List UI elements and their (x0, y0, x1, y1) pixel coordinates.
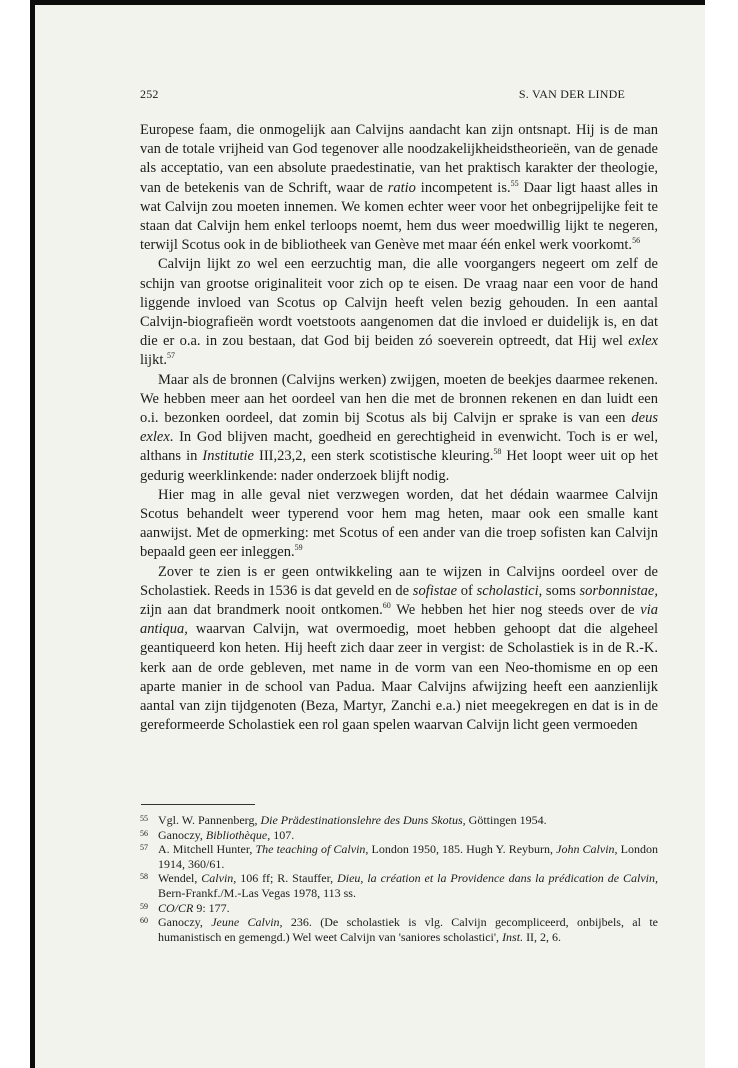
footnote-ref-55: 55 (510, 178, 519, 188)
footnotes (140, 813, 658, 944)
body-text (140, 121, 658, 736)
paragraph-5: Zover te zien is er geen ontwikkeling aan te wijzen in Calvijns oordeel over de Scholastiek. Reeds in 1536 is dat geveld en de sofistae of scholastici, soms sorbonnistae, zijn aan dat brandmerk nooit ontkomen.$^{60}$ We hebben het hier nog steeds over de via antiqua, waarvan Calvijn, wat overmoedig, moet hebben gehoopt dat die algeheel geantiqueerd kon heten. Hij heeft zich daar zeer in vergist: de Scholastiek is in de R.-K. kerk aan de orde gebleven, met name in de vorm van een Neo-thomisme en op een aparte manier in de school van Padua. Maar Calvijns afwijzing heeft een aanzienlijk aantal van zijn tijdgenoten (Beza, Martyr, Zanchi e.a.) niet meegekregen en dat is in de gereformeerde Scholastiek een rol gaan spelen waarvan Calvijn licht geen vermoeden (140, 563, 659, 734)
footnote-55: 55 Vgl. W. Pannenberg, Die Prädestinationslehre des Duns Skotus, Göttingen 1954. (140, 813, 547, 827)
footnote-58: 58 Wendel, Calvin, 106 ff; R. Stauffer, Dieu, la création et la Providence dans la prédication de Calvin, Bern-Frankf./M.-Las Vegas 1978, 113 ss. (140, 871, 658, 900)
book-page (35, 5, 705, 1068)
footnote-ref-57: 57 (167, 351, 175, 361)
running-head-author: S. VAN DER LINDE (518, 87, 625, 101)
footnote-60: 60 Ganoczy, Jeune Calvin, 236. (De scholastiek is vlg. Calvijn gecompliceerd, onbijbels, al te humanistisch en gemengd.) Wel weet Calvijn van 'saniores scholastici', Inst. II, 2, 6. (140, 915, 658, 944)
page-number: 252 (140, 87, 159, 101)
footnote-separator (141, 804, 255, 805)
paragraph-2: Calvijn lijkt zo wel een eerzuchtig man, die alle voorgangers negeert om zelf de schijn van grootse originaliteit voor zich op te eisen. De vraag naar een voor de hand liggende invloed van Scotus op Calvijn heeft velen bezig gehouden. In een aantal Calvijn-biografieën wordt voetstoots aangenomen dat die invloed er duidelijk is, en dat die er o.a. in zou bestaan, dat God bij beiden zó soeverein optreedt, dat Hij wel exlex lijkt.$^{57}$ (140, 256, 658, 369)
paragraph-4: Hier mag in alle geval niet verzwegen worden, dat het dédain waarmee Calvijn Scotus behandelt weer typerend voor hem mag heten, maar ook een smalle kant aanwijst. Met de opmerking: met Scotus of een ander van die troep sofisten kan Calvijn bepaald geen eer inleggen.$^{59}$ (140, 486, 658, 561)
footnote-ref-56: 56 (632, 236, 641, 246)
footnote-ref-60: 60 (382, 601, 391, 611)
footnote-56: 56 Ganoczy, Bibliothèque, 107. (140, 827, 295, 842)
paragraph-1: Europese faam, die onmogelijk aan Calvijns aandacht kan zijn ontsnapt. Hij is de man van de totale vrijheid van God tegenover alle noodzakelijkheidstheorieën, van de genade als acceptatio, van een absolute praedestinatie, van het praktisch karakter der theologie, van de betekenis van de Schrift, waar de ratio incompetent is.$^{55}$ Daar ligt haast alles in wat Calvijn zou moeten innemen. We komen echter weer voor het onbegrijpelijke feit te staan dat Calvijn hem enkel terloops noemt, hem dus weer moedwillig lijkt te negeren, terwijl Scotus ook in de bibliotheek van Genève met maar één enkel werk voorkomt.$^{56}$ (140, 122, 658, 254)
footnote-ref-59: 59 (294, 543, 303, 553)
footnote-ref-58: 58 (493, 447, 502, 457)
footnote-59: 59 CO/CR 9: 177. (140, 900, 230, 915)
paragraph-3: Maar als de bronnen (Calvijns werken) zwijgen, moeten de beekjes daarmee rekenen. We hebben meer aan het oordeel van hen die met de bronnen rekenen en dan luidt een o.i. bezonken oordeel, dat zomin bij Scotus als bij Calvijn er sprake is van een deus exlex. In God blijven macht, goedheid en gerechtigheid in evenwicht. Toch is er wel, althans in Institutie III,23,2, een sterk scotistische kleuring.$^{58}$ Het loopt weer uit op het gedurig weerklinkende: nader onderzoek blijft nodig. (140, 371, 659, 484)
footnote-57: 57 A. Mitchell Hunter, The teaching of Calvin, London 1950, 185. Hugh Y. Reyburn, John Calvin, London 1914, 360/61. (140, 842, 658, 871)
